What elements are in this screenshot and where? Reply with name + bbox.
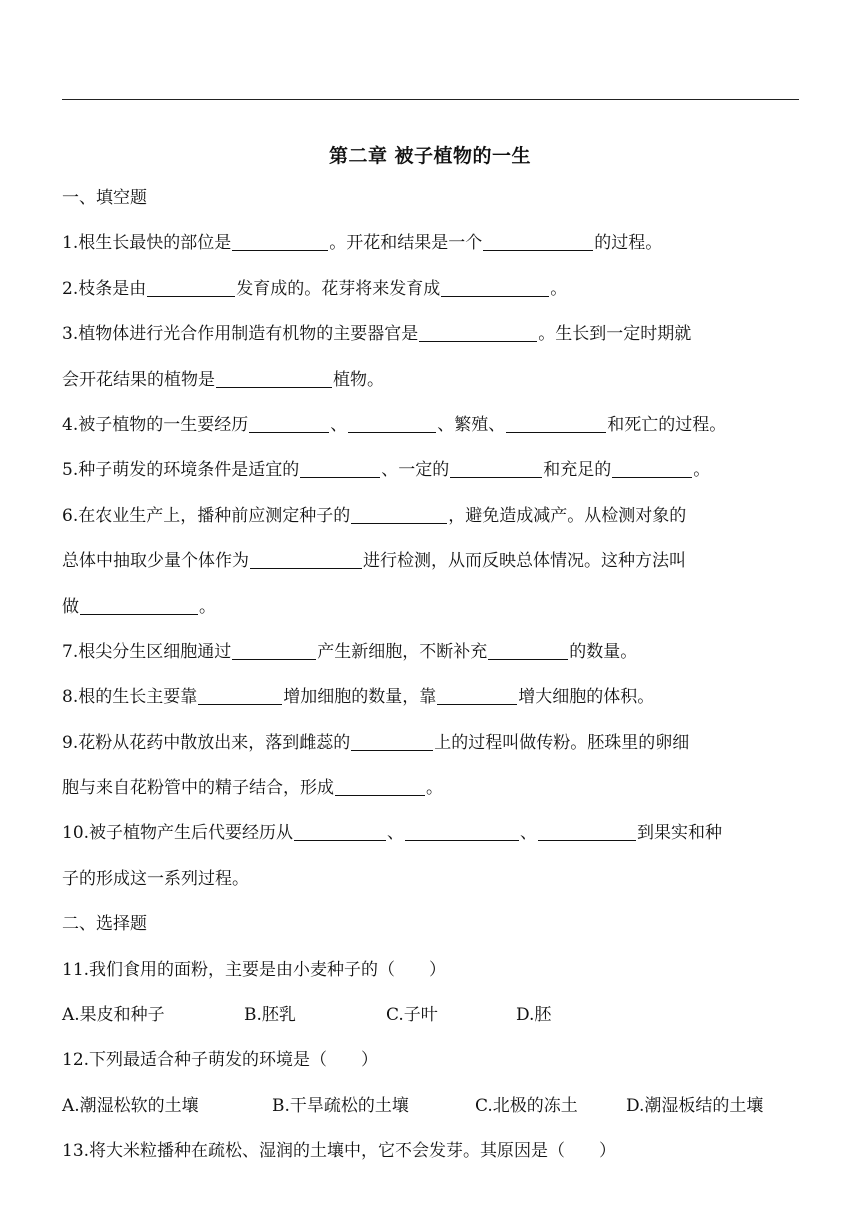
answer-blank[interactable] [250,550,362,569]
question-12-stem: 12.下列最适合种子萌发的环境是（ ） [62,1050,379,1071]
answer-blank[interactable] [216,369,332,388]
question-5: 5.种子萌发的环境条件是适宜的 、一定的 和充足的 。 [62,460,711,481]
option-b[interactable]: B.胚乳 [244,1005,296,1026]
question-11-stem: 11.我们食用的面粉，主要是由小麦种子的（ ） [62,959,447,980]
option-b[interactable]: B.干旱疏松的土壤 [272,1095,409,1116]
answer-blank[interactable] [441,278,549,297]
question-6-line-2: 总体中抽取少量个体作为 进行检测，从而反映总体情况。这种方法叫 [62,551,686,572]
question-3-line-1: 3.植物体进行光合作用制造有机物的主要器官是 。生长到一定时期就 [62,324,692,345]
option-a[interactable]: A.潮湿松软的土壤 [62,1095,199,1116]
option-a[interactable]: A.果皮和种子 [62,1005,165,1026]
answer-blank[interactable] [232,641,316,660]
question-2: 2.枝条是由 发育成的。花芽将来发育成 。 [62,278,568,299]
question-4: 4.被子植物的一生要经历 、 、繁殖、 和死亡的过程。 [62,414,727,435]
answer-blank[interactable] [232,232,328,251]
question-8: 8.根的生长主要靠 增加细胞的数量，靠 增大细胞的体积。 [62,687,655,708]
question-7: 7.根尖分生区细胞通过 产生新细胞，不断补充 的数量。 [62,641,638,662]
header-rule [62,99,799,100]
question-12-options [62,1091,802,1136]
answer-blank[interactable] [348,414,436,433]
question-13-stem: 13.将大米粒播种在疏松、湿润的土壤中，它不会发芽。其原因是（ ） [62,1141,617,1162]
answer-blank[interactable] [335,777,425,796]
question-1: 1.根生长最快的部位是 。开花和结果是一个 的过程。 [62,233,663,254]
answer-blank[interactable] [300,459,380,478]
page-title: 第二章 被子植物的一生 [328,145,532,167]
section-heading-fill: 一、填空题 [62,188,147,208]
question-10-line-1: 10.被子植物产生后代要经历从 、 、 到果实和种 [62,823,723,844]
section-heading-choice: 二、选择题 [62,914,147,935]
answer-blank[interactable] [249,414,329,433]
option-c[interactable]: C.子叶 [386,1005,438,1026]
question-6-line-3: 做 。 [62,596,216,617]
option-d[interactable]: D.潮湿板结的土壤 [626,1095,764,1116]
question-11-options [62,1000,802,1045]
question-9-line-2: 胞与来自花粉管中的精子结合，形成 。 [62,778,443,799]
answer-blank[interactable] [351,732,433,751]
answer-blank[interactable] [450,459,542,478]
answer-blank[interactable] [294,822,386,841]
question-6-line-1: 6.在农业生产上，播种前应测定种子的 ，避免造成减产。从检测对象的 [62,505,687,526]
answer-blank[interactable] [612,459,692,478]
option-c[interactable]: C.北极的冻土 [475,1095,578,1116]
question-3-line-2: 会开花结果的植物是 植物。 [62,369,384,390]
answer-blank[interactable] [80,596,198,615]
answer-blank[interactable] [419,323,537,342]
answer-blank[interactable] [483,232,593,251]
answer-blank[interactable] [506,414,606,433]
answer-blank[interactable] [437,686,517,705]
answer-blank[interactable] [351,505,447,524]
answer-blank[interactable] [198,686,282,705]
option-d[interactable]: D.胚 [516,1005,552,1026]
question-9-line-1: 9.花粉从花药中散放出来，落到雌蕊的 上的过程叫做传粉。胚珠里的卵细 [62,732,690,753]
worksheet-body [62,183,802,1182]
answer-blank[interactable] [488,641,568,660]
answer-blank[interactable] [147,278,235,297]
answer-blank[interactable] [405,822,519,841]
answer-blank[interactable] [538,822,636,841]
question-10-line-2: 子的形成这一系列过程。 [62,868,249,889]
